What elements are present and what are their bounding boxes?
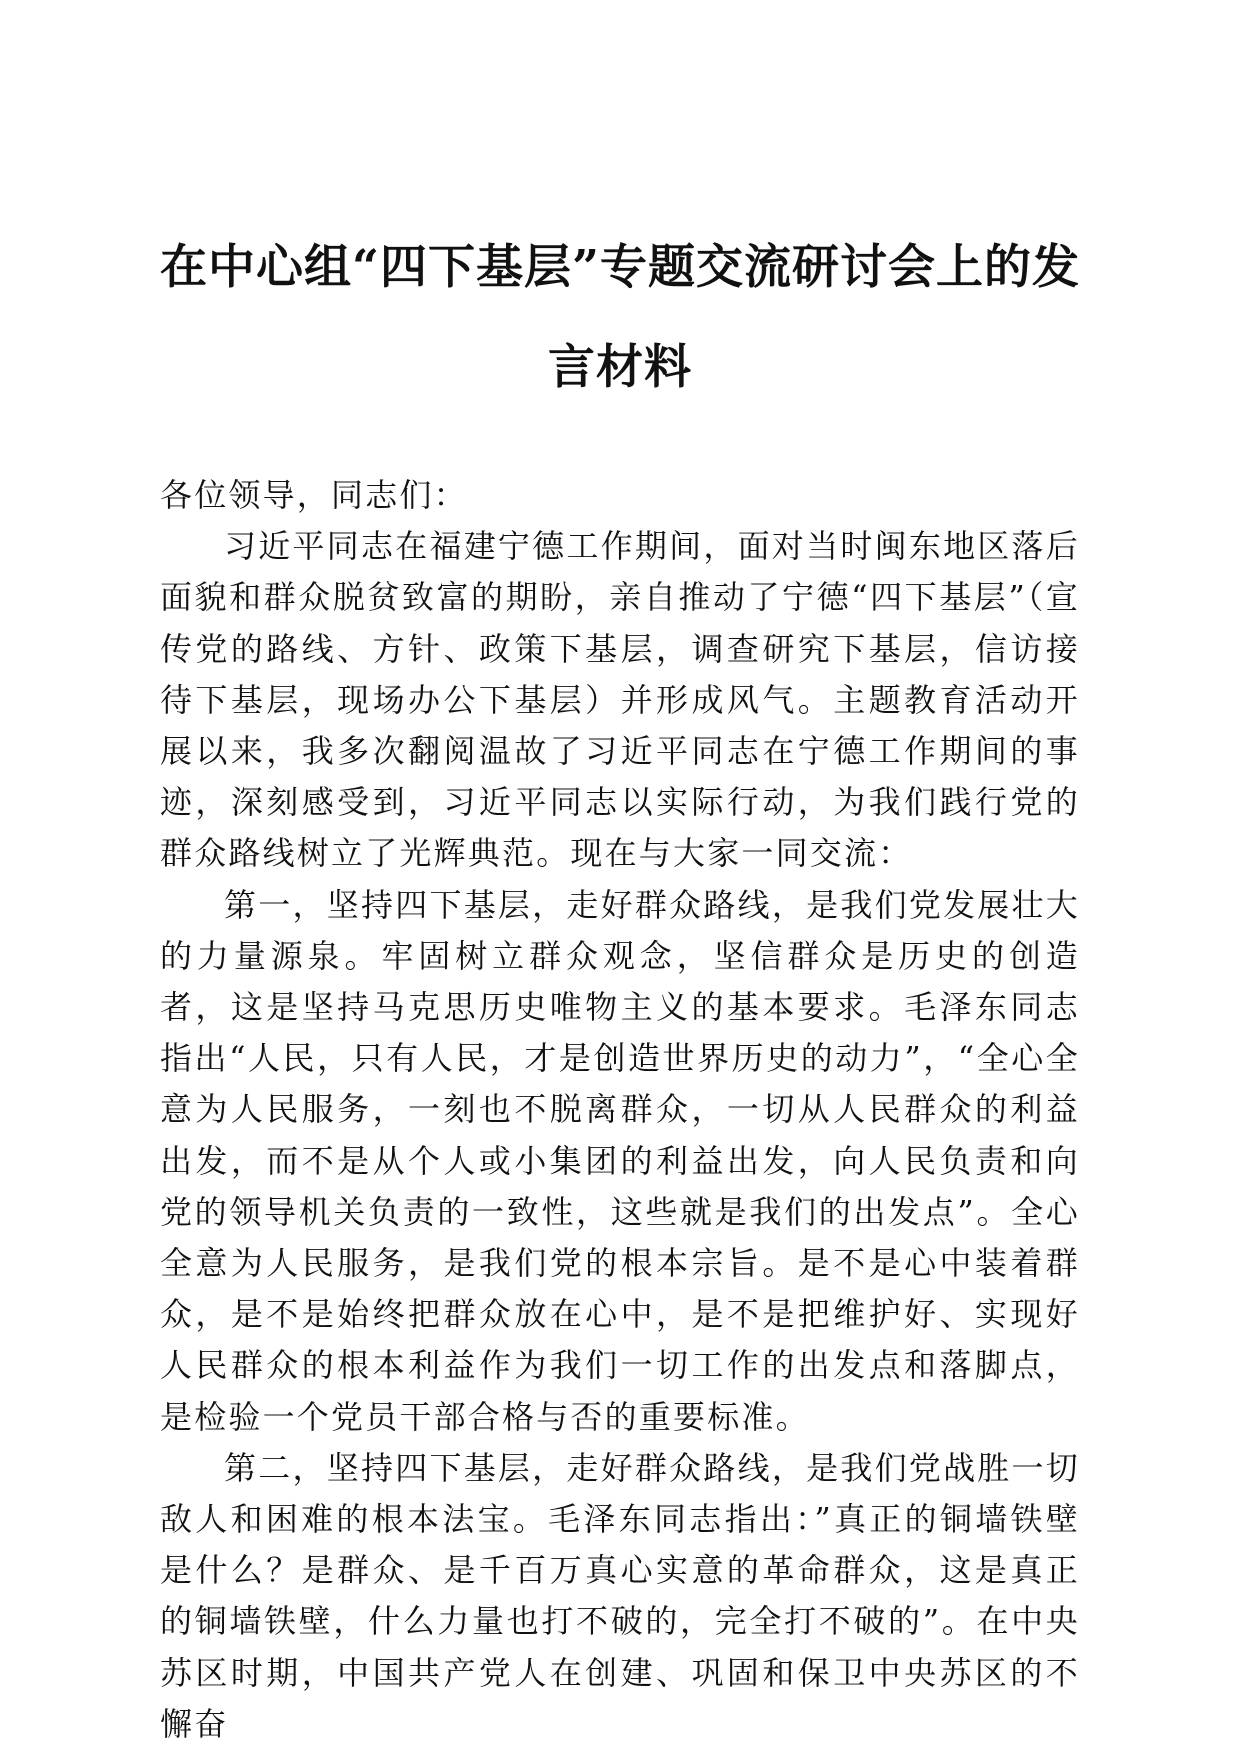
salutation: 各位领导，同志们： <box>160 476 468 514</box>
document-body <box>160 470 1080 1750</box>
document-title: 在中心组“四下基层”专题交流研讨会上的发言材料 <box>159 240 1081 395</box>
paragraph-first-point: 第一，坚持四下基层，走好群众路线，是我们党发展壮大的力量源泉。牢固树立群众观念，坚信群众是历史的创造者，这是坚持马克思历史唯物主义的基本要求。毛泽东同志指出“人民，只有人民，才是创造世界历史的动力”，“全心全意为人民服务，一刻也不脱离群众，一切从人民群众的利益出发，而不是从个人或小集团的利益出发，向人民负责和向党的领导机关负责的一致性，这些就是我们的出发点”。全心全意为人民服务，是我们党的根本宗旨。是不是心中装着群众，是不是始终把群众放在心中，是不是把维护好、实现好人民群众的根本利益作为我们一切工作的出发点和落脚点，是检验一个党员干部合格与否的重要标准。 <box>160 885 1080 1436</box>
paragraph-intro: 习近平同志在福建宁德工作期间，面对当时闽东地区落后面貌和群众脱贫致富的期盼，亲自推动了宁德“四下基层”（宣传党的路线、方针、政策下基层，调查研究下基层，信访接待下基层，现场办公下基层）并形成风气。主题教育活动开展以来，我多次翻阅温故了习近平同志在宁德工作期间的事迹，深刻感受到，习近平同志以实际行动，为我们践行党的群众路线树立了光辉典范。现在与大家一同交流： <box>160 527 1080 873</box>
paragraph-second-point: 第二，坚持四下基层，走好群众路线，是我们党战胜一切敌人和困难的根本法宝。毛泽东同志指出：”真正的铜墙铁壁是什么？是群众、是千百万真心实意的革命群众，这是真正的铜墙铁壁，什么力量也打不破的，完全打不破的”。在中央苏区时期，中国共产党人在创建、巩固和保卫中央苏区的不懈奋 <box>160 1448 1080 1743</box>
